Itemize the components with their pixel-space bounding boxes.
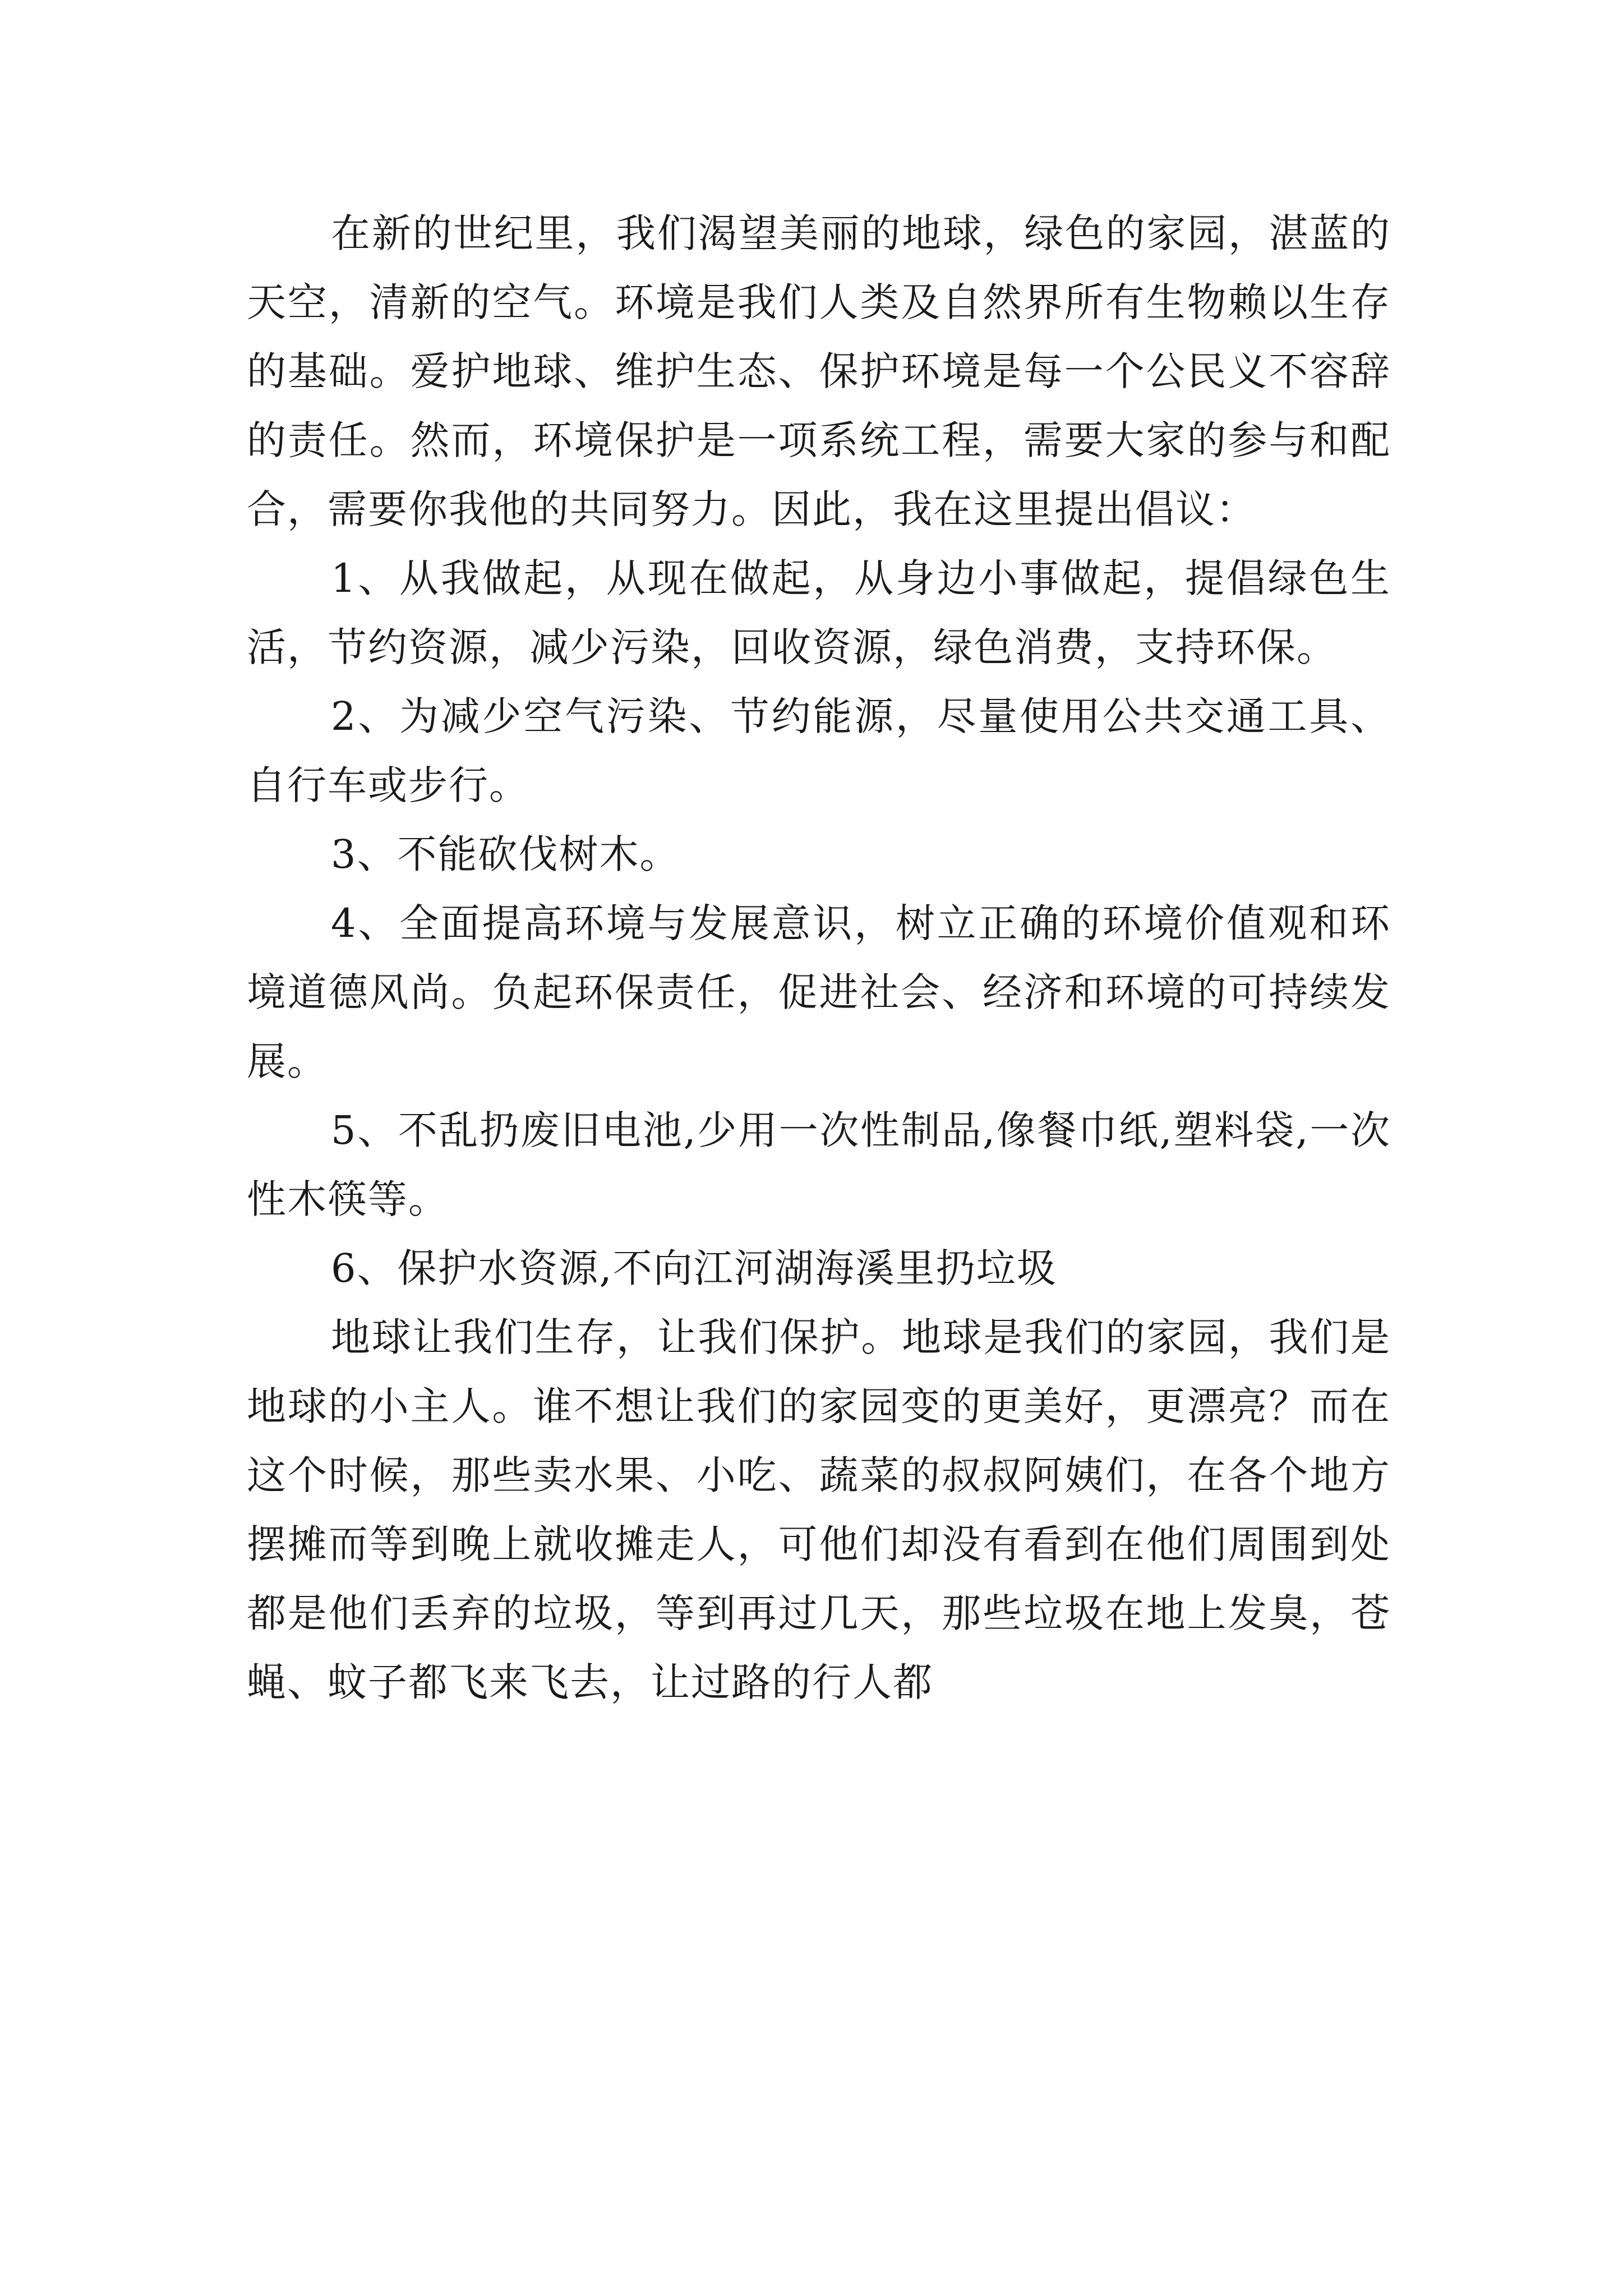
- paragraph-intro: 在新的世纪里，我们渴望美丽的地球，绿色的家园，湛蓝的天空，清新的空气。环境是我们人类及自然界所有生物赖以生存的基础。爱护地球、维护生态、保护环境是每一个公民义不容辞的责任。然而，环境保护是一项系统工程，需要大家的参与和配合，需要你我他的共同努力。因此，我在这里提出倡议：: [247, 210, 1391, 532]
- paragraph-closing: 地球让我们生存，让我们保护。地球是我们的家园，我们是地球的小主人。谁不想让我们的家园变的更美好，更漂亮？而在这个时候，那些卖水果、小吃、蔬菜的叔叔阿姨们，在各个地方摆摊而等到晚上就收摊走人，可他们却没有看到在他们周围到处都是他们丢弃的垃圾，等到再过几天，那些垃圾在地上发臭，苍蝇、蚊子都飞来飞去，让过路的行人都: [247, 1314, 1391, 1705]
- paragraph-item-6: 6、保护水资源,不向江河湖海溪里扔垃圾: [331, 1245, 1057, 1291]
- paragraph-item-4: 4、全面提高环境与发展意识，树立正确的环境价值观和环境道德风尚。负起环保责任，促进社会、经济和环境的可持续发展。: [247, 900, 1391, 1084]
- paragraph-item-5: 5、不乱扔废旧电池,少用一次性制品,像餐巾纸,塑料袋,一次性木筷等。: [247, 1107, 1391, 1222]
- paragraph-item-3: 3、不能砍伐树木。: [331, 831, 680, 877]
- document-body: [247, 199, 1391, 1717]
- paragraph-item-1: 1、从我做起，从现在做起，从身边小事做起，提倡绿色生活，节约资源，减少污染，回收资源，绿色消费，支持环保。: [247, 555, 1391, 670]
- paragraph-item-2: 2、为减少空气污染、节约能源，尽量使用公共交通工具、自行车或步行。: [247, 693, 1391, 808]
